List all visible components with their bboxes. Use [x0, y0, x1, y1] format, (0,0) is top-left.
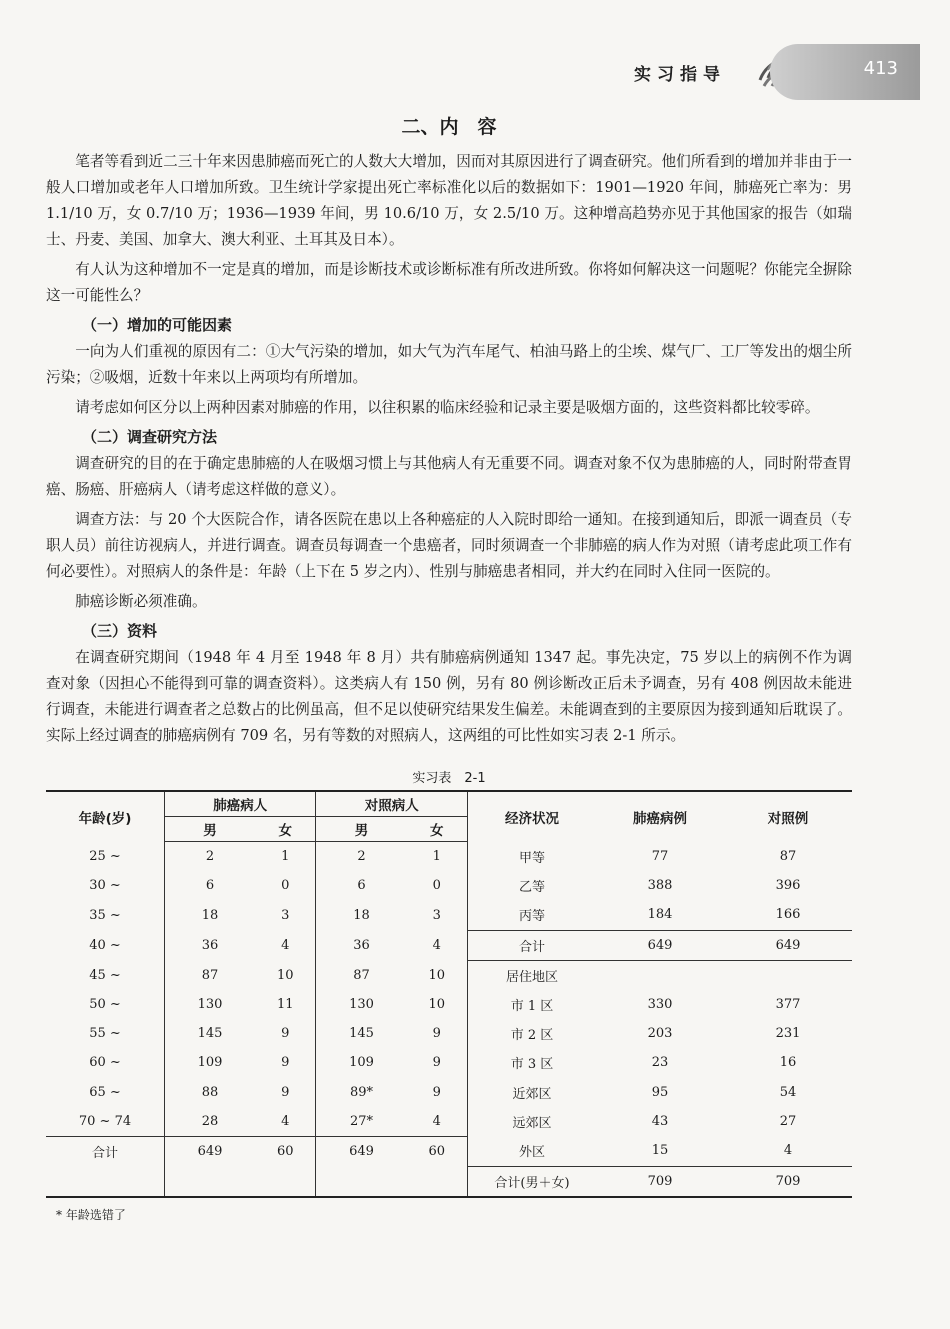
- cell-age: 65 ~: [89, 1084, 121, 1100]
- page-number: 413: [863, 58, 898, 79]
- cell-control-male: 109: [316, 1048, 407, 1077]
- table-caption: 实习表 2-1: [412, 771, 486, 786]
- cell-cancer-female: 9: [281, 1026, 290, 1042]
- cell-control-male: 130: [316, 990, 407, 1019]
- header-control-cases: 对照例: [767, 810, 809, 827]
- cell-category: 居住地区: [468, 960, 597, 990]
- cell-cancer-female: 9: [281, 1055, 290, 1071]
- cell-control-cases: 709: [724, 1166, 852, 1197]
- cell-cancer-cases: 184: [647, 907, 673, 923]
- subhead-methods: （二）调查研究方法: [82, 428, 218, 446]
- header-label: 实习指导: [634, 65, 726, 85]
- cell-control-male: 18: [316, 900, 407, 930]
- cell-cancer-cases: 43: [651, 1114, 669, 1130]
- cell-control-female: 9: [432, 1084, 441, 1100]
- cell-cancer-cases: 95: [651, 1084, 669, 1100]
- cell-control-cases: 4: [783, 1143, 793, 1159]
- intro-paragraph-2: 有人认为这种增加不一定是真的增加，而是诊断技术或诊断标准有所改进所致。你将如何解决这一问题呢？你能完全摒除这一可能性么？: [46, 261, 852, 304]
- cell-cancer-female: [255, 1166, 316, 1197]
- table-row: [46, 842, 852, 872]
- header-control-female: 女: [406, 817, 467, 842]
- cell-control-male: 2: [316, 842, 407, 872]
- cell-age: 35 ~: [89, 907, 121, 923]
- table-row: [46, 1019, 852, 1048]
- cell-control-male: 145: [316, 1019, 407, 1048]
- cell-cancer-male: 109: [165, 1048, 256, 1077]
- cell-cancer-female: 0: [281, 878, 290, 894]
- table-body: [46, 842, 852, 1197]
- cell-cancer-male: 36: [165, 930, 256, 960]
- cell-control-male: 649: [316, 1136, 407, 1166]
- cell-age: 45 ~: [89, 967, 121, 983]
- page-number-tab: [770, 44, 920, 100]
- cell-control-cases: 396: [775, 878, 801, 894]
- cell-age: 70 ~ 74: [78, 1113, 132, 1129]
- table-row: [46, 990, 852, 1019]
- cell-control-cases: 166: [775, 907, 801, 923]
- cell-category: 合计: [468, 930, 597, 960]
- cell-control-male: [316, 1166, 407, 1197]
- table-footnote: * 年龄选错了: [56, 1207, 126, 1222]
- cell-control-cases: 54: [779, 1084, 797, 1100]
- cell-control-female: 9: [432, 1055, 441, 1071]
- cell-control-female: 1: [432, 849, 441, 865]
- cell-age: 25 ~: [89, 848, 121, 864]
- cell-age: 合计: [46, 1136, 165, 1166]
- cell-category: 远郊区: [468, 1107, 597, 1137]
- cell-cancer-male: 130: [165, 990, 256, 1019]
- table-row: [46, 900, 852, 930]
- cell-cancer-cases: [596, 960, 724, 990]
- subhead-factors: （一）增加的可能因素: [82, 316, 233, 334]
- cell-cancer-cases: 388: [647, 878, 673, 894]
- cell-cancer-female: 11: [276, 997, 294, 1013]
- cell-control-cases: 87: [779, 848, 797, 864]
- table-row: [46, 930, 852, 960]
- cell-control-male: 27*: [316, 1107, 407, 1137]
- cell-cancer-cases: 709: [596, 1166, 724, 1197]
- cell-category: 丙等: [468, 900, 597, 930]
- table-row: [46, 1078, 852, 1107]
- cell-cancer-female: 4: [281, 1113, 290, 1129]
- cell-control-cases: 649: [724, 930, 852, 960]
- cell-control-cases: 231: [775, 1026, 801, 1042]
- cell-category: 甲等: [468, 842, 597, 872]
- table-row: [46, 1166, 852, 1197]
- cell-cancer-male: [165, 1166, 256, 1197]
- section-title: 二、内 容: [401, 116, 497, 138]
- cell-age: 40 ~: [89, 937, 121, 953]
- factors-paragraph-2: 请考虑如何区分以上两种因素对肺癌的作用，以往积累的临床经验和记录主要是吸烟方面的，这些资料都比较零碎。: [75, 399, 820, 416]
- cell-control-cases: [724, 960, 852, 990]
- cell-control-female: 4: [432, 1113, 441, 1129]
- cell-control-male: 36: [316, 930, 407, 960]
- table-row: [46, 1136, 852, 1166]
- cell-cancer-cases: 77: [651, 848, 669, 864]
- factors-paragraph-1: 一向为人们重视的原因有二：①大气污染的增加，如大气为汽车尾气、柏油马路上的尘埃、煤气厂、工厂等发出的烟尘所污染；②吸烟，近数十年来以上两项均有所增加。: [46, 343, 852, 386]
- cell-age: 30 ~: [89, 878, 121, 894]
- table-row: [46, 1107, 852, 1137]
- cell-cancer-male: 2: [165, 842, 256, 872]
- cell-category: 市 2 区: [468, 1019, 597, 1048]
- header-cancer-cases: 肺癌病例: [633, 810, 687, 827]
- cell-control-cases: 27: [779, 1114, 797, 1130]
- cell-category: 近郊区: [468, 1078, 597, 1107]
- methods-paragraph-2: 调查方法：与 20 个大医院合作，请各医院在患以上各种癌症的人入院时即给一通知。在接到通知后，即派一调查员（专职人员）前往访视病人，并进行调查。调查员每调查一个患癌者，同时须调查一个非肺癌的病人作为对照（请考虑此项工作有何必要性）。对照病人的条件是：年龄（上下在 5 岁之内）、性别与肺癌患者相同，并大约在同时入住同一医院的。: [46, 511, 852, 580]
- cell-cancer-cases: 649: [596, 930, 724, 960]
- cell-control-cases: 16: [779, 1055, 797, 1071]
- cell-cancer-cases: 23: [651, 1055, 669, 1071]
- table-row: [46, 871, 852, 900]
- cell-control-female: 60: [406, 1136, 467, 1166]
- cell-control-female: 0: [432, 878, 441, 894]
- cell-age: 50 ~: [89, 997, 121, 1013]
- cell-control-female: [406, 1166, 467, 1197]
- cell-cancer-cases: 15: [651, 1143, 669, 1159]
- table-row: [46, 960, 852, 990]
- cell-cancer-male: 6: [165, 871, 256, 900]
- subhead-data: （三）资料: [82, 622, 158, 640]
- cell-control-female: 4: [432, 937, 441, 953]
- cell-cancer-male: 18: [165, 900, 256, 930]
- header-control: 对照病人: [316, 791, 468, 817]
- header-control-male: 男: [316, 817, 407, 842]
- cell-cancer-female: 3: [281, 907, 290, 923]
- cell-cancer-male: 649: [165, 1136, 256, 1166]
- page-content: [46, 112, 852, 1223]
- header-cancer: 肺癌病人: [165, 791, 316, 817]
- cell-cancer-female: 9: [281, 1084, 290, 1100]
- cell-age: 60 ~: [89, 1055, 121, 1071]
- cell-cancer-male: 87: [165, 960, 256, 990]
- cell-cancer-male: 28: [165, 1107, 256, 1137]
- intro-paragraph-1: 笔者等看到近二三十年来因患肺癌而死亡的人数大大增加，因而对其原因进行了调查研究。他们所看到的增加并非由于一般人口增加或老年人口增加所致。卫生统计学家提出死亡率标准化以后的数据如下：1901—1920 年间，肺癌死亡率为：男 1.1/10 万，女 0.7/10 万；1936—1939 年间，男 10.6/10 万，女 2.5/10 万。这种增高趋势亦见于其他国家的报告（如瑞士、丹麦、美国、加拿大、澳大利亚、土耳其及日本）。: [46, 153, 852, 248]
- cell-cancer-male: 145: [165, 1019, 256, 1048]
- data-paragraph-1: 在调查研究期间（1948 年 4 月至 1948 年 8 月）共有肺癌病例通知 1347 起。事先决定，75 岁以上的病例不作为调查对象（因担心不能得到可靠的调查资料）。这类病人有 150 例，另有 80 例诊断改正后未予调查，另有 408 例因故未能进行调查，未能进行调查者之总数占的比例虽高，但不足以使研究结果发生偏差。未能调查到的主要原因为接到通知后耽误了。实际上经过调查的肺癌病例有 709 名，另有等数的对照病人，这两组的可比性如实习表 2-1 所示。: [46, 649, 852, 744]
- table-row: [46, 1048, 852, 1077]
- cell-age: [46, 1166, 165, 1197]
- cell-cancer-female: 10: [276, 967, 294, 983]
- cell-cancer-female: 1: [281, 849, 290, 865]
- cell-category: 合计(男＋女): [468, 1166, 597, 1197]
- cell-cancer-male: 88: [165, 1078, 256, 1107]
- cell-control-female: 10: [428, 997, 446, 1013]
- cell-control-female: 10: [428, 967, 446, 983]
- comparability-table: [46, 790, 852, 1198]
- cell-control-cases: 377: [775, 997, 801, 1013]
- cell-age: 55 ~: [89, 1026, 121, 1042]
- cell-cancer-cases: 203: [647, 1026, 673, 1042]
- cell-control-male: 6: [316, 871, 407, 900]
- cell-category: 外区: [468, 1136, 597, 1166]
- header-econ: 经济状况: [468, 791, 597, 842]
- header-cancer-female: 女: [255, 817, 316, 842]
- cell-category: 乙等: [468, 871, 597, 900]
- header-age: 年龄(岁): [78, 810, 132, 827]
- methods-paragraph-1: 调查研究的目的在于确定患肺癌的人在吸烟习惯上与其他病人有无重要不同。调查对象不仅为患肺癌的人，同时附带查胃癌、肠癌、肝癌病人（请考虑这样做的意义）。: [46, 455, 852, 498]
- header-cancer-male: 男: [165, 817, 256, 842]
- cell-control-male: 87: [316, 960, 407, 990]
- cell-control-female: 9: [432, 1026, 441, 1042]
- cell-control-female: 3: [432, 907, 441, 923]
- cell-control-male: 89*: [316, 1078, 407, 1107]
- cell-category: 市 3 区: [468, 1048, 597, 1077]
- running-header: [610, 44, 920, 100]
- cell-category: 市 1 区: [468, 990, 597, 1019]
- methods-paragraph-3: 肺癌诊断必须准确。: [75, 593, 207, 610]
- cell-cancer-female: 4: [281, 937, 290, 953]
- cell-cancer-female: 60: [255, 1136, 316, 1166]
- cell-cancer-cases: 330: [647, 997, 673, 1013]
